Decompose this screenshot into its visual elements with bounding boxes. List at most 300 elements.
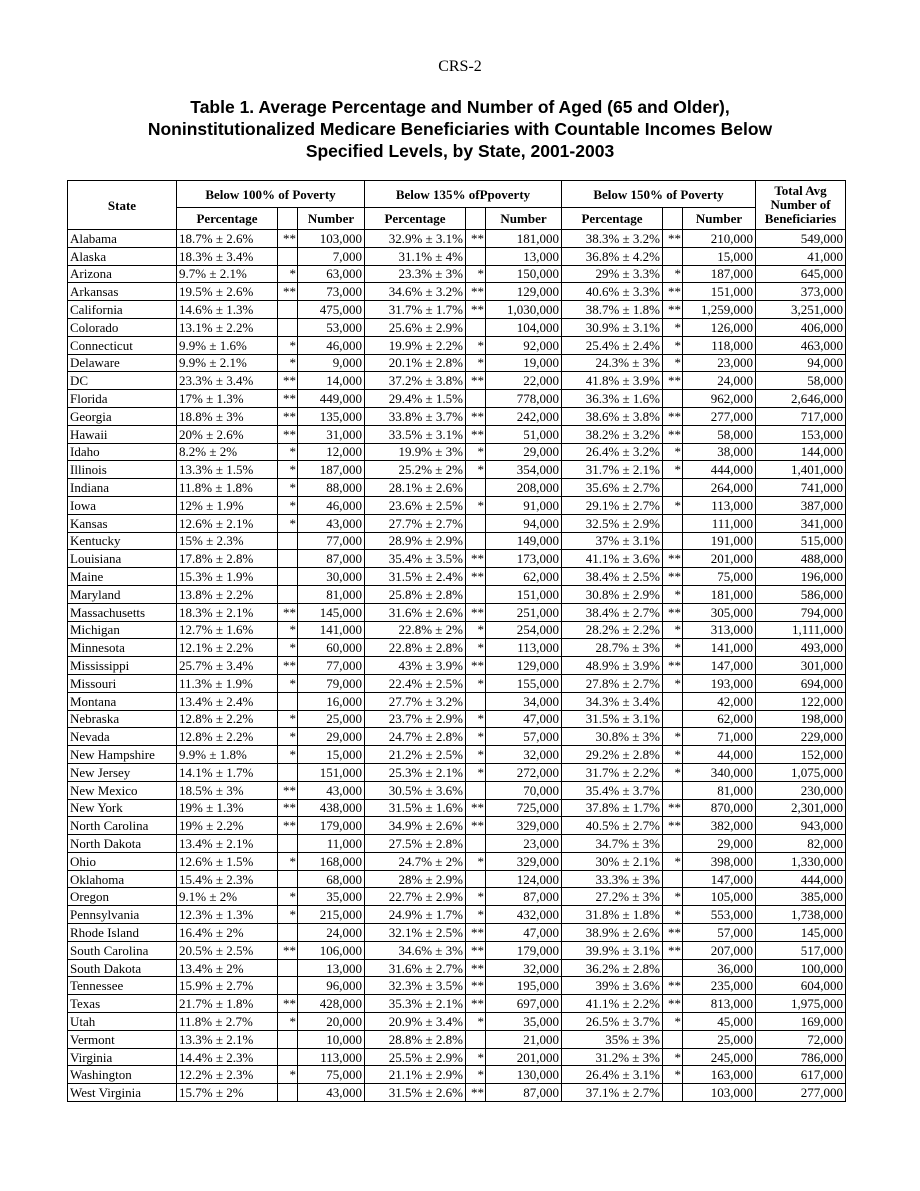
pct-135-cell: 28.8% ± 2.8%: [365, 1030, 466, 1048]
num-150-cell: 111,000: [683, 514, 756, 532]
table-title: [60, 96, 860, 162]
sig-135-cell: **: [466, 372, 486, 390]
num-100-cell: 88,000: [298, 479, 365, 497]
table-row: [68, 354, 846, 372]
total-cell: 617,000: [756, 1066, 846, 1084]
table-row: [68, 799, 846, 817]
sig-150-cell: [663, 247, 683, 265]
num-100-cell: 168,000: [298, 852, 365, 870]
sig-135-cell: **: [466, 550, 486, 568]
num-135-cell: 778,000: [486, 390, 562, 408]
total-cell: 794,000: [756, 603, 846, 621]
num-100-cell: 106,000: [298, 941, 365, 959]
pct-100-cell: 12.8% ± 2.2%: [177, 710, 278, 728]
sig-135-cell: *: [466, 496, 486, 514]
table-row: [68, 336, 846, 354]
sig-135-cell: [466, 870, 486, 888]
num-100-cell: 73,000: [298, 283, 365, 301]
total-beneficiaries-header: Total Avg Number of Beneficiaries: [756, 181, 846, 230]
sig-150-cell: *: [663, 1048, 683, 1066]
num-135-cell: 91,000: [486, 496, 562, 514]
num-100-cell: 60,000: [298, 639, 365, 657]
state-cell: Connecticut: [68, 336, 177, 354]
sig-150-cell: *: [663, 585, 683, 603]
num-100-cell: 35,000: [298, 888, 365, 906]
pct-100-cell: 14.1% ± 1.7%: [177, 763, 278, 781]
state-cell: Arkansas: [68, 283, 177, 301]
sig-135-cell: *: [466, 354, 486, 372]
percentage-header: Percentage: [562, 208, 663, 230]
page-header: CRS-2: [438, 58, 482, 75]
sig-150-cell: [663, 959, 683, 977]
num-150-cell: 23,000: [683, 354, 756, 372]
num-100-cell: 187,000: [298, 461, 365, 479]
sig-135-cell: [466, 532, 486, 550]
state-cell: Alaska: [68, 247, 177, 265]
num-100-cell: 16,000: [298, 692, 365, 710]
num-100-cell: 135,000: [298, 407, 365, 425]
num-135-cell: 251,000: [486, 603, 562, 621]
sig-100-cell: **: [278, 817, 298, 835]
sig-100-cell: **: [278, 425, 298, 443]
num-150-cell: 245,000: [683, 1048, 756, 1066]
sig-135-cell: **: [466, 230, 486, 248]
sig-100-cell: **: [278, 781, 298, 799]
total-cell: 645,000: [756, 265, 846, 283]
title-line: Specified Levels, by State, 2001-2003: [305, 141, 615, 161]
pct-100-cell: 11.3% ± 1.9%: [177, 674, 278, 692]
sig-135-cell: [466, 318, 486, 336]
num-150-cell: 444,000: [683, 461, 756, 479]
table-row: [68, 1048, 846, 1066]
sig-135-cell: *: [466, 621, 486, 639]
num-100-cell: 87,000: [298, 550, 365, 568]
table-row: [68, 639, 846, 657]
sig-100-cell: [278, 1048, 298, 1066]
pct-135-cell: 35.3% ± 2.1%: [365, 995, 466, 1013]
num-150-cell: 962,000: [683, 390, 756, 408]
table-row: [68, 283, 846, 301]
num-135-cell: 130,000: [486, 1066, 562, 1084]
state-cell: Vermont: [68, 1030, 177, 1048]
num-150-cell: 62,000: [683, 710, 756, 728]
total-cell: 517,000: [756, 941, 846, 959]
state-cell: Tennessee: [68, 977, 177, 995]
sig-150-cell: **: [663, 568, 683, 586]
sig-135-cell: *: [466, 461, 486, 479]
pct-100-cell: 18.5% ± 3%: [177, 781, 278, 799]
table-row: [68, 1066, 846, 1084]
pct-100-cell: 12% ± 1.9%: [177, 496, 278, 514]
sig-135-cell: **: [466, 941, 486, 959]
sig-100-cell: *: [278, 728, 298, 746]
num-100-cell: 113,000: [298, 1048, 365, 1066]
table-row: [68, 425, 846, 443]
table-row: [68, 621, 846, 639]
state-cell: Minnesota: [68, 639, 177, 657]
table-row: [68, 835, 846, 853]
state-column-header: State: [68, 181, 177, 230]
sig-100-cell: **: [278, 603, 298, 621]
table-row: [68, 941, 846, 959]
pct-100-cell: 13.3% ± 1.5%: [177, 461, 278, 479]
pct-100-cell: 18.3% ± 3.4%: [177, 247, 278, 265]
state-cell: New Jersey: [68, 763, 177, 781]
num-100-cell: 179,000: [298, 817, 365, 835]
num-135-cell: 242,000: [486, 407, 562, 425]
pct-150-cell: 24.3% ± 3%: [562, 354, 663, 372]
sig-135-cell: *: [466, 674, 486, 692]
pct-135-cell: 19.9% ± 3%: [365, 443, 466, 461]
pct-100-cell: 12.7% ± 1.6%: [177, 621, 278, 639]
table-row: [68, 817, 846, 835]
pct-100-cell: 12.8% ± 2.2%: [177, 728, 278, 746]
table-row: [68, 995, 846, 1013]
num-150-cell: 141,000: [683, 639, 756, 657]
num-150-cell: 340,000: [683, 763, 756, 781]
table-row: [68, 746, 846, 764]
pct-135-cell: 34.6% ± 3.2%: [365, 283, 466, 301]
state-cell: Mississippi: [68, 657, 177, 675]
pct-135-cell: 31.5% ± 2.4%: [365, 568, 466, 586]
sig-135-cell: [466, 781, 486, 799]
sig-150-cell: **: [663, 283, 683, 301]
state-cell: Louisiana: [68, 550, 177, 568]
state-cell: Hawaii: [68, 425, 177, 443]
num-135-cell: 173,000: [486, 550, 562, 568]
pct-135-cell: 20.1% ± 2.8%: [365, 354, 466, 372]
sig-150-cell: **: [663, 657, 683, 675]
pct-150-cell: 31.5% ± 3.1%: [562, 710, 663, 728]
sig-150-cell: **: [663, 425, 683, 443]
num-150-cell: 15,000: [683, 247, 756, 265]
sig-100-cell: *: [278, 746, 298, 764]
sig-150-cell: [663, 710, 683, 728]
table-row: [68, 496, 846, 514]
num-150-cell: 57,000: [683, 924, 756, 942]
sig-100-cell: **: [278, 283, 298, 301]
state-cell: North Carolina: [68, 817, 177, 835]
table-row: [68, 372, 846, 390]
sig-135-cell: *: [466, 1013, 486, 1031]
num-100-cell: 9,000: [298, 354, 365, 372]
table-row: [68, 888, 846, 906]
sig-100-cell: *: [278, 443, 298, 461]
num-135-cell: 254,000: [486, 621, 562, 639]
num-135-cell: 51,000: [486, 425, 562, 443]
num-135-cell: 62,000: [486, 568, 562, 586]
num-100-cell: 43,000: [298, 781, 365, 799]
state-cell: Rhode Island: [68, 924, 177, 942]
sig-150-cell: *: [663, 621, 683, 639]
pct-100-cell: 18.3% ± 2.1%: [177, 603, 278, 621]
sig-150-cell: [663, 532, 683, 550]
num-100-cell: 14,000: [298, 372, 365, 390]
num-150-cell: 163,000: [683, 1066, 756, 1084]
total-cell: 82,000: [756, 835, 846, 853]
sig-150-cell: **: [663, 550, 683, 568]
pct-150-cell: 28.7% ± 3%: [562, 639, 663, 657]
sig-150-cell: *: [663, 443, 683, 461]
sig-100-cell: **: [278, 390, 298, 408]
sig-135-cell: *: [466, 888, 486, 906]
pct-135-cell: 22.4% ± 2.5%: [365, 674, 466, 692]
pct-135-cell: 25.3% ± 2.1%: [365, 763, 466, 781]
pct-100-cell: 17.8% ± 2.8%: [177, 550, 278, 568]
pct-135-cell: 27.7% ± 2.7%: [365, 514, 466, 532]
total-cell: 444,000: [756, 870, 846, 888]
num-150-cell: 193,000: [683, 674, 756, 692]
num-150-cell: 103,000: [683, 1084, 756, 1102]
sig-150-cell: **: [663, 301, 683, 319]
table-row: [68, 390, 846, 408]
pct-135-cell: 28% ± 2.9%: [365, 870, 466, 888]
sig-150-cell: [663, 835, 683, 853]
pct-135-cell: 31.6% ± 2.7%: [365, 959, 466, 977]
sig-150-cell: *: [663, 852, 683, 870]
state-cell: Kansas: [68, 514, 177, 532]
table-row: [68, 852, 846, 870]
total-cell: 58,000: [756, 372, 846, 390]
sig-100-cell: **: [278, 799, 298, 817]
pct-150-cell: 35% ± 3%: [562, 1030, 663, 1048]
table-row: [68, 461, 846, 479]
total-cell: 549,000: [756, 230, 846, 248]
pct-150-cell: 38.2% ± 3.2%: [562, 425, 663, 443]
state-cell: New York: [68, 799, 177, 817]
num-135-cell: 1,030,000: [486, 301, 562, 319]
pct-100-cell: 19% ± 1.3%: [177, 799, 278, 817]
pct-150-cell: 31.7% ± 2.1%: [562, 461, 663, 479]
pct-100-cell: 9.9% ± 1.8%: [177, 746, 278, 764]
sig-135-cell: *: [466, 728, 486, 746]
total-cell: 586,000: [756, 585, 846, 603]
num-135-cell: 129,000: [486, 657, 562, 675]
total-cell: 277,000: [756, 1084, 846, 1102]
pct-150-cell: 38.6% ± 3.8%: [562, 407, 663, 425]
pct-135-cell: 22.7% ± 2.9%: [365, 888, 466, 906]
table-row: [68, 265, 846, 283]
pct-100-cell: 14.6% ± 1.3%: [177, 301, 278, 319]
sig-150-cell: *: [663, 496, 683, 514]
sig-100-cell: **: [278, 407, 298, 425]
sig-100-cell: *: [278, 888, 298, 906]
total-cell: 1,738,000: [756, 906, 846, 924]
table-row: [68, 603, 846, 621]
table-body: [68, 230, 846, 1102]
total-cell: 741,000: [756, 479, 846, 497]
sig-100-cell: [278, 585, 298, 603]
pct-100-cell: 13.8% ± 2.2%: [177, 585, 278, 603]
sig-150-cell: **: [663, 817, 683, 835]
total-cell: 144,000: [756, 443, 846, 461]
sig-135-cell: *: [466, 443, 486, 461]
pct-100-cell: 9.1% ± 2%: [177, 888, 278, 906]
num-135-cell: 208,000: [486, 479, 562, 497]
sig-100-cell: [278, 692, 298, 710]
num-135-cell: 34,000: [486, 692, 562, 710]
sig-135-cell: **: [466, 407, 486, 425]
sig-150-cell: *: [663, 336, 683, 354]
sig-150-cell: **: [663, 372, 683, 390]
state-cell: Montana: [68, 692, 177, 710]
pct-135-cell: 21.1% ± 2.9%: [365, 1066, 466, 1084]
pct-135-cell: 25.6% ± 2.9%: [365, 318, 466, 336]
num-100-cell: 29,000: [298, 728, 365, 746]
sig-135-cell: [466, 390, 486, 408]
pct-150-cell: 30.9% ± 3.1%: [562, 318, 663, 336]
pct-135-cell: 27.5% ± 2.8%: [365, 835, 466, 853]
sig-135-cell: *: [466, 336, 486, 354]
pct-150-cell: 37% ± 3.1%: [562, 532, 663, 550]
state-cell: New Hampshire: [68, 746, 177, 764]
pct-150-cell: 30.8% ± 2.9%: [562, 585, 663, 603]
pct-100-cell: 12.6% ± 1.5%: [177, 852, 278, 870]
num-100-cell: 12,000: [298, 443, 365, 461]
pct-150-cell: 38.3% ± 3.2%: [562, 230, 663, 248]
sig-150-cell: **: [663, 941, 683, 959]
pct-100-cell: 12.6% ± 2.1%: [177, 514, 278, 532]
sig-150-cell: [663, 692, 683, 710]
num-150-cell: 147,000: [683, 657, 756, 675]
sig-135-cell: **: [466, 817, 486, 835]
sig-100-cell: **: [278, 372, 298, 390]
num-100-cell: 43,000: [298, 1084, 365, 1102]
pct-135-cell: 31.6% ± 2.6%: [365, 603, 466, 621]
table-row: [68, 1030, 846, 1048]
pct-100-cell: 20% ± 2.6%: [177, 425, 278, 443]
sig-100-cell: [278, 318, 298, 336]
num-100-cell: 215,000: [298, 906, 365, 924]
num-135-cell: 195,000: [486, 977, 562, 995]
num-100-cell: 151,000: [298, 763, 365, 781]
below-135-header: Below 135% ofPpoverty: [365, 181, 562, 208]
state-cell: Texas: [68, 995, 177, 1013]
state-cell: Missouri: [68, 674, 177, 692]
num-150-cell: 126,000: [683, 318, 756, 336]
table-row: [68, 728, 846, 746]
significance-header: [663, 208, 683, 230]
table-row: [68, 781, 846, 799]
sig-150-cell: [663, 390, 683, 408]
num-150-cell: 71,000: [683, 728, 756, 746]
state-cell: Florida: [68, 390, 177, 408]
total-cell: 3,251,000: [756, 301, 846, 319]
total-cell: 100,000: [756, 959, 846, 977]
num-150-cell: 264,000: [683, 479, 756, 497]
sig-100-cell: [278, 924, 298, 942]
total-cell: 1,330,000: [756, 852, 846, 870]
num-150-cell: 75,000: [683, 568, 756, 586]
pct-100-cell: 11.8% ± 1.8%: [177, 479, 278, 497]
sig-150-cell: *: [663, 318, 683, 336]
pct-150-cell: 30% ± 2.1%: [562, 852, 663, 870]
pct-150-cell: 35.4% ± 3.7%: [562, 781, 663, 799]
num-150-cell: 235,000: [683, 977, 756, 995]
pct-135-cell: 31.1% ± 4%: [365, 247, 466, 265]
pct-150-cell: 31.7% ± 2.2%: [562, 763, 663, 781]
pct-100-cell: 20.5% ± 2.5%: [177, 941, 278, 959]
num-150-cell: 313,000: [683, 621, 756, 639]
pct-150-cell: 41.8% ± 3.9%: [562, 372, 663, 390]
num-135-cell: 725,000: [486, 799, 562, 817]
total-cell: 387,000: [756, 496, 846, 514]
pct-100-cell: 23.3% ± 3.4%: [177, 372, 278, 390]
sig-100-cell: *: [278, 674, 298, 692]
sig-100-cell: [278, 870, 298, 888]
pct-150-cell: 26.5% ± 3.7%: [562, 1013, 663, 1031]
num-100-cell: 438,000: [298, 799, 365, 817]
percentage-header: Percentage: [365, 208, 466, 230]
sig-150-cell: [663, 870, 683, 888]
sig-135-cell: *: [466, 1066, 486, 1084]
sig-100-cell: [278, 247, 298, 265]
num-135-cell: 432,000: [486, 906, 562, 924]
sig-150-cell: *: [663, 1066, 683, 1084]
num-135-cell: 272,000: [486, 763, 562, 781]
state-cell: Illinois: [68, 461, 177, 479]
sig-150-cell: [663, 479, 683, 497]
pct-135-cell: 25.5% ± 2.9%: [365, 1048, 466, 1066]
num-135-cell: 22,000: [486, 372, 562, 390]
table-row: [68, 710, 846, 728]
total-cell: 786,000: [756, 1048, 846, 1066]
num-150-cell: 553,000: [683, 906, 756, 924]
sig-100-cell: *: [278, 496, 298, 514]
state-cell: California: [68, 301, 177, 319]
sig-100-cell: [278, 1030, 298, 1048]
total-cell: 341,000: [756, 514, 846, 532]
pct-135-cell: 25.2% ± 2%: [365, 461, 466, 479]
total-cell: 488,000: [756, 550, 846, 568]
num-150-cell: 305,000: [683, 603, 756, 621]
pct-100-cell: 15% ± 2.3%: [177, 532, 278, 550]
state-cell: Arizona: [68, 265, 177, 283]
num-100-cell: 24,000: [298, 924, 365, 942]
pct-150-cell: 31.8% ± 1.8%: [562, 906, 663, 924]
sig-135-cell: **: [466, 603, 486, 621]
pct-100-cell: 19.5% ± 2.6%: [177, 283, 278, 301]
sig-100-cell: *: [278, 479, 298, 497]
pct-150-cell: 27.2% ± 3%: [562, 888, 663, 906]
pct-100-cell: 19% ± 2.2%: [177, 817, 278, 835]
num-150-cell: 105,000: [683, 888, 756, 906]
num-100-cell: 103,000: [298, 230, 365, 248]
pct-150-cell: 37.1% ± 2.7%: [562, 1084, 663, 1102]
sig-135-cell: [466, 247, 486, 265]
total-cell: 2,646,000: [756, 390, 846, 408]
table-row: [68, 318, 846, 336]
num-150-cell: 81,000: [683, 781, 756, 799]
num-100-cell: 13,000: [298, 959, 365, 977]
num-150-cell: 24,000: [683, 372, 756, 390]
pct-135-cell: 28.9% ± 2.9%: [365, 532, 466, 550]
table-row: [68, 230, 846, 248]
total-cell: 198,000: [756, 710, 846, 728]
pct-150-cell: 36.2% ± 2.8%: [562, 959, 663, 977]
pct-100-cell: 14.4% ± 2.3%: [177, 1048, 278, 1066]
table-row: [68, 443, 846, 461]
total-cell: 1,401,000: [756, 461, 846, 479]
pct-100-cell: 18.8% ± 3%: [177, 407, 278, 425]
sig-100-cell: *: [278, 265, 298, 283]
total-cell: 1,975,000: [756, 995, 846, 1013]
significance-header: [278, 208, 298, 230]
num-100-cell: 428,000: [298, 995, 365, 1013]
num-100-cell: 81,000: [298, 585, 365, 603]
total-cell: 196,000: [756, 568, 846, 586]
sig-135-cell: *: [466, 1048, 486, 1066]
